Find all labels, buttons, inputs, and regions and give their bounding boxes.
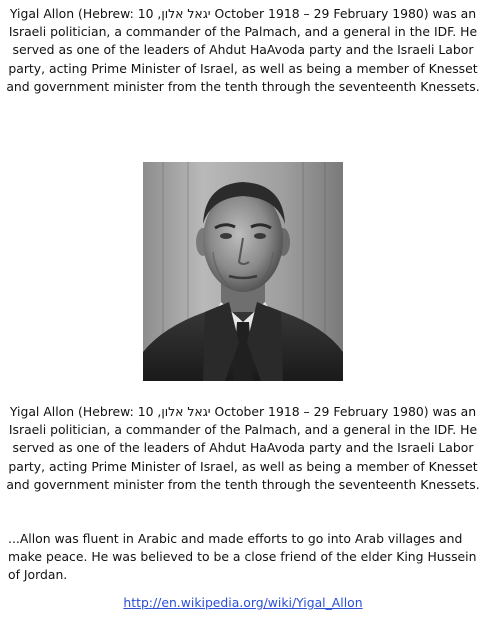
source-link[interactable]: http://en.wikipedia.org/wiki/Yigal_Allon [123,595,363,610]
portrait-photo [143,162,343,381]
intro-paragraph-bottom: Yigal Allon (Hebrew: יגאל אלון, 10 October 1918 – 29 February 1980) was an Israeli politician, a commander of the Palmach, and a general in the IDF. He served as one of the leaders of Ahdut HaAvoda party and the Israeli Labor party, acting Prime Minister of Israel, as well as being a member of Knesset and government minister from the tenth through the seventeenth Knessets. [6,404,480,492]
source-link-container [0,594,486,612]
extra-paragraph: ...Allon was fluent in Arabic and made efforts to go into Arab villages and make peace. He was believed to be a close friend of the elder King Hussein of Jordan. [8,531,477,583]
intro-paragraph-top: Yigal Allon (Hebrew: יגאל אלון, 10 October 1918 – 29 February 1980) was an Israeli politician, a commander of the Palmach, and a general in the IDF. He served as one of the leaders of Ahdut HaAvoda party and the Israeli Labor party, acting Prime Minister of Israel, as well as being a member of Knesset and government minister from the tenth through the seventeenth Knessets. [6,6,480,94]
